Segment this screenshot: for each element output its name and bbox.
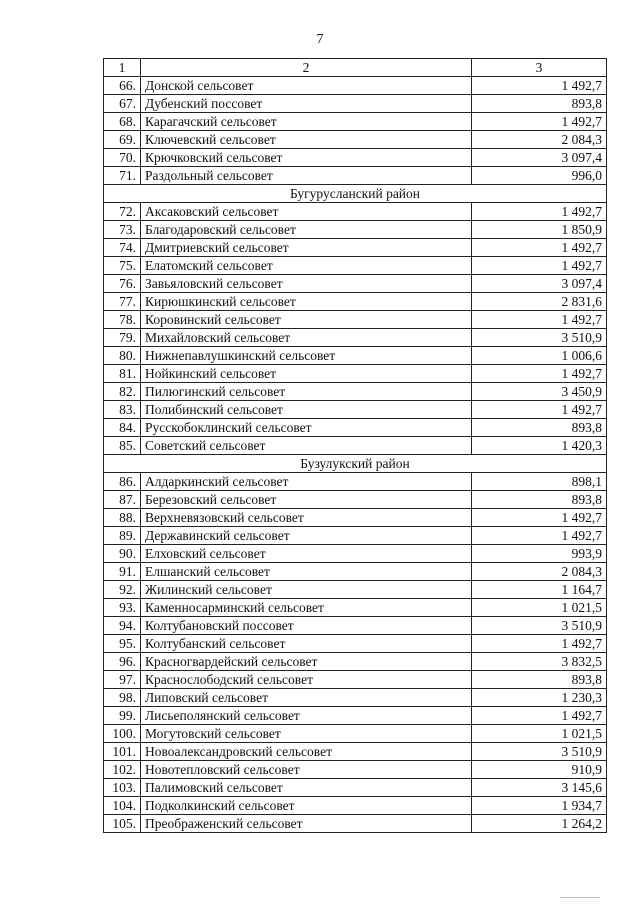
table-row bbox=[104, 167, 607, 185]
row-number: 87. bbox=[104, 491, 141, 509]
council-name: Краснослободский сельсовет bbox=[141, 671, 472, 689]
table-row bbox=[104, 599, 607, 617]
amount-value: 996,0 bbox=[472, 167, 607, 185]
council-name: Благодаровский сельсовет bbox=[141, 221, 472, 239]
table-row bbox=[104, 671, 607, 689]
council-name: Ключевский сельсовет bbox=[141, 131, 472, 149]
district-title: Бугурусланский район bbox=[104, 185, 607, 203]
table-row bbox=[104, 725, 607, 743]
table-row bbox=[104, 653, 607, 671]
row-number: 66. bbox=[104, 77, 141, 95]
table-row bbox=[104, 293, 607, 311]
table-row bbox=[104, 365, 607, 383]
council-name: Елховский сельсовет bbox=[141, 545, 472, 563]
row-number: 103. bbox=[104, 779, 141, 797]
amount-value: 3 097,4 bbox=[472, 275, 607, 293]
row-number: 91. bbox=[104, 563, 141, 581]
table-row bbox=[104, 257, 607, 275]
council-name: Елшанский сельсовет bbox=[141, 563, 472, 581]
table-row bbox=[104, 401, 607, 419]
row-number: 84. bbox=[104, 419, 141, 437]
header-col-3: 3 bbox=[472, 59, 607, 77]
council-name: Новоалександровский сельсовет bbox=[141, 743, 472, 761]
row-number: 90. bbox=[104, 545, 141, 563]
district-section-row bbox=[104, 185, 607, 203]
amount-value: 993,9 bbox=[472, 545, 607, 563]
amount-value: 1 492,7 bbox=[472, 77, 607, 95]
table-row bbox=[104, 779, 607, 797]
row-number: 81. bbox=[104, 365, 141, 383]
council-name: Кирюшкинский сельсовет bbox=[141, 293, 472, 311]
row-number: 94. bbox=[104, 617, 141, 635]
row-number: 95. bbox=[104, 635, 141, 653]
table-row bbox=[104, 383, 607, 401]
amount-value: 1 492,7 bbox=[472, 113, 607, 131]
council-name: Лисьеполянский сельсовет bbox=[141, 707, 472, 725]
council-name: Березовский сельсовет bbox=[141, 491, 472, 509]
row-number: 72. bbox=[104, 203, 141, 221]
row-number: 67. bbox=[104, 95, 141, 113]
row-number: 79. bbox=[104, 329, 141, 347]
table-row bbox=[104, 95, 607, 113]
data-table bbox=[103, 58, 607, 833]
amount-value: 1 492,7 bbox=[472, 635, 607, 653]
table-header-row bbox=[104, 59, 607, 77]
amount-value: 3 510,9 bbox=[472, 329, 607, 347]
row-number: 97. bbox=[104, 671, 141, 689]
council-name: Пилюгинский сельсовет bbox=[141, 383, 472, 401]
council-name: Новотепловский сельсовет bbox=[141, 761, 472, 779]
amount-value: 893,8 bbox=[472, 419, 607, 437]
table-row bbox=[104, 689, 607, 707]
row-number: 104. bbox=[104, 797, 141, 815]
table-row bbox=[104, 743, 607, 761]
council-name: Дмитриевский сельсовет bbox=[141, 239, 472, 257]
council-name: Елатомский сельсовет bbox=[141, 257, 472, 275]
council-name: Карагачский сельсовет bbox=[141, 113, 472, 131]
page-number: 7 bbox=[316, 32, 324, 47]
council-name: Державинский сельсовет bbox=[141, 527, 472, 545]
table-row bbox=[104, 347, 607, 365]
table-row bbox=[104, 617, 607, 635]
table-row bbox=[104, 77, 607, 95]
amount-value: 898,1 bbox=[472, 473, 607, 491]
table-row bbox=[104, 491, 607, 509]
row-number: 74. bbox=[104, 239, 141, 257]
district-title: Бузулукский район bbox=[104, 455, 607, 473]
amount-value: 893,8 bbox=[472, 95, 607, 113]
row-number: 73. bbox=[104, 221, 141, 239]
row-number: 75. bbox=[104, 257, 141, 275]
table-row bbox=[104, 509, 607, 527]
amount-value: 1 230,3 bbox=[472, 689, 607, 707]
amount-value: 1 164,7 bbox=[472, 581, 607, 599]
table-row bbox=[104, 707, 607, 725]
row-number: 70. bbox=[104, 149, 141, 167]
row-number: 89. bbox=[104, 527, 141, 545]
row-number: 88. bbox=[104, 509, 141, 527]
table-row bbox=[104, 563, 607, 581]
council-name: Дубенский поссовет bbox=[141, 95, 472, 113]
row-number: 77. bbox=[104, 293, 141, 311]
amount-value: 3 145,6 bbox=[472, 779, 607, 797]
amount-value: 3 450,9 bbox=[472, 383, 607, 401]
row-number: 78. bbox=[104, 311, 141, 329]
table-row bbox=[104, 545, 607, 563]
amount-value: 3 510,9 bbox=[472, 617, 607, 635]
table-row bbox=[104, 761, 607, 779]
amount-value: 1 492,7 bbox=[472, 365, 607, 383]
council-name: Донской сельсовет bbox=[141, 77, 472, 95]
council-name: Жилинский сельсовет bbox=[141, 581, 472, 599]
amount-value: 1 850,9 bbox=[472, 221, 607, 239]
header-col-1: 1 bbox=[104, 59, 141, 77]
row-number: 68. bbox=[104, 113, 141, 131]
table-row bbox=[104, 527, 607, 545]
row-number: 105. bbox=[104, 815, 141, 833]
amount-value: 1 934,7 bbox=[472, 797, 607, 815]
council-name: Верхневязовский сельсовет bbox=[141, 509, 472, 527]
row-number: 80. bbox=[104, 347, 141, 365]
council-name: Завьяловский сельсовет bbox=[141, 275, 472, 293]
amount-value: 893,8 bbox=[472, 671, 607, 689]
amount-value: 1 492,7 bbox=[472, 311, 607, 329]
council-name: Колтубанский сельсовет bbox=[141, 635, 472, 653]
amount-value: 2 084,3 bbox=[472, 131, 607, 149]
amount-value: 893,8 bbox=[472, 491, 607, 509]
amount-value: 1 492,7 bbox=[472, 257, 607, 275]
row-number: 83. bbox=[104, 401, 141, 419]
row-number: 96. bbox=[104, 653, 141, 671]
table-row bbox=[104, 149, 607, 167]
row-number: 69. bbox=[104, 131, 141, 149]
header-col-2: 2 bbox=[141, 59, 472, 77]
table-row bbox=[104, 797, 607, 815]
council-name: Русскобоклинский сельсовет bbox=[141, 419, 472, 437]
amount-value: 1 420,3 bbox=[472, 437, 607, 455]
council-name: Колтубановский поссовет bbox=[141, 617, 472, 635]
row-number: 92. bbox=[104, 581, 141, 599]
row-number: 101. bbox=[104, 743, 141, 761]
row-number: 93. bbox=[104, 599, 141, 617]
amount-value: 1 021,5 bbox=[472, 599, 607, 617]
council-name: Могутовский сельсовет bbox=[141, 725, 472, 743]
amount-value: 1 264,2 bbox=[472, 815, 607, 833]
council-name: Коровинский сельсовет bbox=[141, 311, 472, 329]
amount-value: 2 831,6 bbox=[472, 293, 607, 311]
amount-value: 1 492,7 bbox=[472, 203, 607, 221]
row-number: 85. bbox=[104, 437, 141, 455]
amount-value: 1 492,7 bbox=[472, 707, 607, 725]
council-name: Нойкинский сельсовет bbox=[141, 365, 472, 383]
council-name: Преображенский сельсовет bbox=[141, 815, 472, 833]
table-row bbox=[104, 311, 607, 329]
row-number: 86. bbox=[104, 473, 141, 491]
amount-value: 1 492,7 bbox=[472, 239, 607, 257]
table-row bbox=[104, 221, 607, 239]
row-number: 98. bbox=[104, 689, 141, 707]
table-row bbox=[104, 131, 607, 149]
amount-value: 2 084,3 bbox=[472, 563, 607, 581]
council-name: Каменносарминский сельсовет bbox=[141, 599, 472, 617]
row-number: 102. bbox=[104, 761, 141, 779]
corner-mark bbox=[560, 897, 600, 901]
table-row bbox=[104, 635, 607, 653]
amount-value: 3 832,5 bbox=[472, 653, 607, 671]
council-name: Липовский сельсовет bbox=[141, 689, 472, 707]
amount-value: 1 006,6 bbox=[472, 347, 607, 365]
council-name: Нижнепавлушкинский сельсовет bbox=[141, 347, 472, 365]
amount-value: 1 492,7 bbox=[472, 509, 607, 527]
table-row bbox=[104, 581, 607, 599]
table-row bbox=[104, 473, 607, 491]
table-row bbox=[104, 113, 607, 131]
table-row bbox=[104, 419, 607, 437]
amount-value: 910,9 bbox=[472, 761, 607, 779]
council-name: Михайловский сельсовет bbox=[141, 329, 472, 347]
council-name: Аксаковский сельсовет bbox=[141, 203, 472, 221]
table-row bbox=[104, 437, 607, 455]
row-number: 100. bbox=[104, 725, 141, 743]
amount-value: 1 492,7 bbox=[472, 401, 607, 419]
amount-value: 3 510,9 bbox=[472, 743, 607, 761]
table-row bbox=[104, 275, 607, 293]
row-number: 82. bbox=[104, 383, 141, 401]
table-row bbox=[104, 329, 607, 347]
row-number: 71. bbox=[104, 167, 141, 185]
district-section-row bbox=[104, 455, 607, 473]
row-number: 99. bbox=[104, 707, 141, 725]
council-name: Крючковский сельсовет bbox=[141, 149, 472, 167]
row-number: 76. bbox=[104, 275, 141, 293]
council-name: Полибинский сельсовет bbox=[141, 401, 472, 419]
table-row bbox=[104, 203, 607, 221]
council-name: Красногвардейский сельсовет bbox=[141, 653, 472, 671]
council-name: Подколкинский сельсовет bbox=[141, 797, 472, 815]
table-row bbox=[104, 239, 607, 257]
council-name: Раздольный сельсовет bbox=[141, 167, 472, 185]
amount-value: 1 492,7 bbox=[472, 527, 607, 545]
council-name: Алдаркинский сельсовет bbox=[141, 473, 472, 491]
council-name: Палимовский сельсовет bbox=[141, 779, 472, 797]
council-name: Советский сельсовет bbox=[141, 437, 472, 455]
amount-value: 1 021,5 bbox=[472, 725, 607, 743]
table-row bbox=[104, 815, 607, 833]
amount-value: 3 097,4 bbox=[472, 149, 607, 167]
